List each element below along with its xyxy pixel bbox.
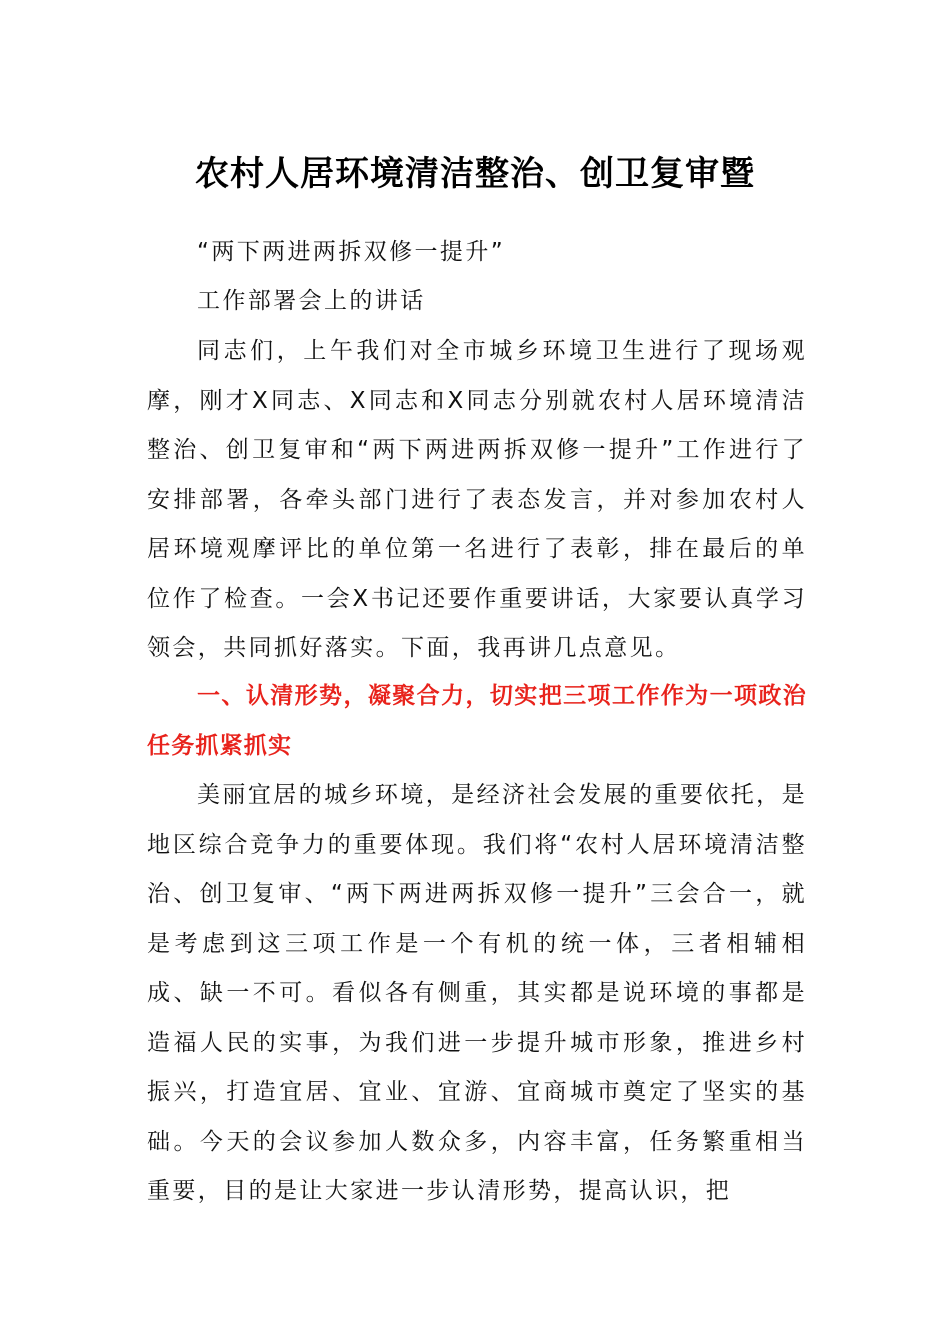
subtitle-line-1: “两下两进两拆双修一提升” xyxy=(197,239,506,265)
section-heading-1: 一、认清形势，凝聚合力，切实把三项工作作为一项政治任务抓紧抓实 xyxy=(147,683,807,759)
paragraph-section-1: 美丽宜居的城乡环境，是经济社会发展的重要依托，是地区综合竞争力的重要体现。我们将“农村人居环境清洁整治、创卫复审、“两下两进两拆双修一提升”三会合一，就是考虑到这三项工作是一个有机的统一体，三者相辅相成、缺一不可。看似各有侧重，其实都是说环境的事都是造福人民的实事，为我们进一步提升城市形象，推进乡村振兴，打造宜居、宜业、宜游、宜商城市奠定了坚实的基础。今天的会议参加人数众多，内容丰富，任务繁重相当重要，目的是让大家进一步认清形势，提高认识，把 xyxy=(147,782,807,1204)
document-title: 农村人居环境清洁整治、创卫复审暨 xyxy=(195,154,755,194)
paragraph-opening: 同志们，上午我们对全市城乡环境卫生进行了现场观摩，刚才X同志、X同志和X同志分别就农村人居环境清洁整治、创卫复审和“两下两进两拆双修一提升”工作进行了安排部署，各牵头部门进行了表态发言，并对参加农村人居环境观摩评比的单位第一名进行了表彰，排在最后的单位作了检查。一会X书记还要作重要讲话，大家要认真学习领会，共同抓好落实。下面，我再讲几点意见。 xyxy=(147,338,807,661)
subtitle-line-2: 工作部署会上的讲话 xyxy=(197,288,426,314)
